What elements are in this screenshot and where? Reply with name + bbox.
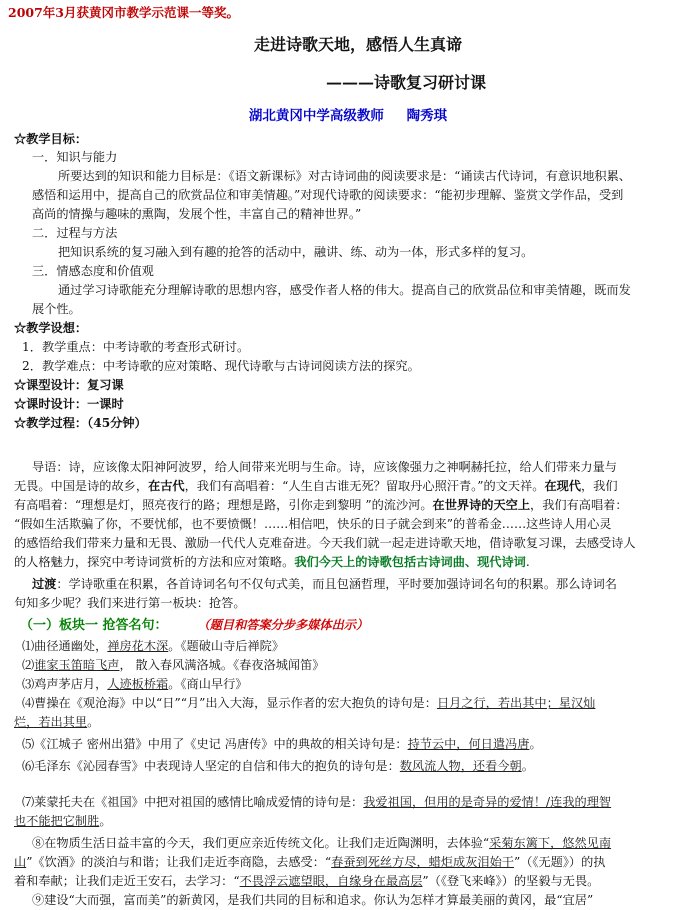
lesson-type: ☆课型设计：复习课 [14, 378, 124, 392]
intro-line-4: “假如生活欺骗了你，不要忧郁，也不要愤慨！……相信吧，快乐的日子就会到来”的普希金……这些诗人用心灵 [14, 517, 612, 531]
design-item-2: 2．教学难点：中考诗歌的应对策略、现代诗歌与古诗词阅读方法的探究。 [22, 359, 420, 373]
goals-para-2: 把知识系统的复习融入到有趣的抢答的活动中，融讲、练、动为一体，形式多样的复习。 [58, 245, 534, 259]
intro-line-2: 无畏。中国是诗的故乡，在古代，我们有高唱着：“人生自古谁无死？留取丹心照汗青。”的文天祥。在现代，我们 [14, 479, 618, 493]
answer-2: 谁家玉笛暗飞声 [34, 658, 120, 672]
award-note: 2007年3月获黄冈市教学示范课一等奖。 [8, 5, 239, 20]
answer-4b: 烂，若出其里 [14, 715, 88, 729]
goals-para-3a: 通过学习诗歌能充分理解诗歌的思想内容，感受作者人格的伟大。提高自己的欣赏品位和审美情趣，既而发 [58, 283, 631, 297]
goals-para-3b: 展个性。 [32, 302, 81, 316]
question-9: ⑨建设“大而强，富而美”的新黄冈，是我们共同的目标和追求。你认为怎样才算最美丽的黄冈，最“宜居” [32, 893, 594, 907]
question-8-cont-2: 着和奉献；让我们走近王安石，去学习：“不畏浮云遮望眼，自缘身在最高层”（《登飞来峰》）的坚毅与无畏。 [14, 874, 600, 888]
answer-8c: 春蚕到死丝方尽，蜡炬成灰泪始干 [331, 855, 514, 869]
intro-line-3: 有高唱着：“理想是灯，照亮夜行的路；理想是路，引你走到黎明 ”的流沙河。在世界诗的天空上，我们有高唱着： [14, 498, 628, 512]
answer-5: 持节云中，何日遣冯唐 [407, 737, 530, 751]
answer-6: 数风流人物，还看今朝 [399, 759, 522, 773]
intro-line-5: 的感悟给我们带来力量和无畏、激励一代代人克难奋进。今天我们就一起走进诗歌天地，借诗歌复习课，去感受诗人 [14, 536, 636, 550]
goals-section-1: 一．知识与能力 [32, 150, 118, 164]
question-5: ⑸《江城子 密州出猎》中用了《史记 冯唐传》中的典故的相关诗句是：持节云中，何日遣冯唐。 [22, 737, 542, 751]
transition-line-1: 过渡：学诗歌重在积累，各首诗词名句不仅句式美，而且包涵哲理，平时要加强诗词名句的积累。那么诗词名 [32, 577, 617, 591]
question-4: ⑷曹操在《观沧海》中以“日”“月”出入大海，显示作者的宏大抱负的诗句是：日月之行，若出其中；星汉灿 [22, 696, 596, 710]
answer-8d: 不畏浮云遮望眼，自缘身在最高层 [239, 874, 423, 888]
design-item-1: 1．教学重点：中考诗歌的考查形式研讨。 [22, 340, 250, 354]
answer-8a: 采菊东篱下，悠然见南 [489, 836, 612, 850]
design-heading: ☆教学设想： [14, 321, 88, 335]
intro-line-1: 导语：诗，应该像太阳神阿波罗，给人间带来光明与生命。诗，应该像强力之神啊赫托拉，给人们带来力量与 [32, 460, 617, 474]
answer-7b: 也不能把它制胜 [14, 814, 100, 828]
goals-section-2: 二．过程与方法 [32, 226, 118, 240]
author-school: 湖北黄冈中学高级教师 [248, 108, 384, 124]
document-subtitle: ———诗歌复习研讨课 [326, 74, 487, 92]
question-7-cont: 也不能把它制胜。 [14, 814, 112, 828]
author-name: 陶秀琪 [406, 108, 448, 124]
question-6: ⑹毛泽东《沁园春雪》中表现诗人坚定的自信和伟大的抱负的诗句是：数风流人物，还看今朝。 [22, 759, 534, 773]
answer-1: 禅房花木深 [107, 639, 169, 653]
intro-line-6: 的人格魅力，探究中考诗词赏析的方法和应对策略。我们今天上的诗歌包括古诗词曲、现代诗词. [14, 555, 530, 569]
goals-para-1a: 所要达到的知识和能力目标是：《语文新课标》对古诗词曲的阅读要求是：“诵读古代诗词，有意识地积累、 [58, 169, 631, 183]
goals-section-3: 三．情感态度和价值观 [32, 264, 154, 278]
author-line [0, 107, 690, 125]
transition-line-2: 句知多少呢？我们来进行第一板块：抢答。 [14, 596, 246, 610]
lesson-time: ☆课时设计：一课时 [14, 397, 124, 411]
question-7: ⑺莱蒙托夫在《祖国》中把对祖国的感情比喻成爱情的诗句是：我爱祖国，但用的是奇异的爱情！/连我的理智 [22, 795, 612, 809]
question-3: ⑶鸡声茅店月，人迹板桥霜。《商山早行》 [22, 677, 248, 691]
question-8-cont-1: 山”《饮酒》的淡泊与和谐；让我们走近李商隐，去感受：“春蚕到死丝方尽，蜡炬成灰泪始干”（《无题》）的执 [14, 855, 606, 869]
process-heading: ☆教学过程：（45分钟） [14, 416, 147, 430]
question-8: ⑧在物质生活日益丰富的今天，我们更应亲近传统文化。让我们走近陶渊明，去体验“采菊东篱下，悠然见南 [32, 836, 612, 850]
answer-4a: 日月之行，若出其中；星汉灿 [436, 696, 596, 710]
question-4-cont: 烂，若出其里。 [14, 715, 100, 729]
block1-title: （一）板块一 抢答名句： [20, 618, 168, 633]
question-2: ⑵谁家玉笛暗飞声， 散入春风满洛城。《春夜洛城闻笛》 [22, 658, 325, 672]
goals-para-1c: 高尚的情操与趣味的熏陶，发展个性，丰富自己的精神世界。” [32, 207, 362, 221]
goals-heading: ☆教学目标： [14, 132, 88, 146]
document-title: 走进诗歌天地，感悟人生真谛 [253, 36, 462, 54]
answer-7a: 我爱祖国，但用的是奇异的爱情！/连我的理智 [363, 795, 612, 809]
answer-3: 人迹板桥霜 [107, 677, 169, 691]
block1-header [20, 616, 676, 635]
goals-para-1b: 感悟和运用中，提高自己的欣赏品位和审美情趣。”对现代诗歌的阅读要求：“能初步理解、鉴赏文学作品，受到 [32, 188, 624, 202]
block1-note: （题目和答案分步多媒体出示） [197, 618, 369, 632]
answer-8b: 山 [14, 855, 27, 869]
question-1: ⑴曲径通幽处，禅房花木深。《题破山寺后禅院》 [22, 639, 285, 653]
